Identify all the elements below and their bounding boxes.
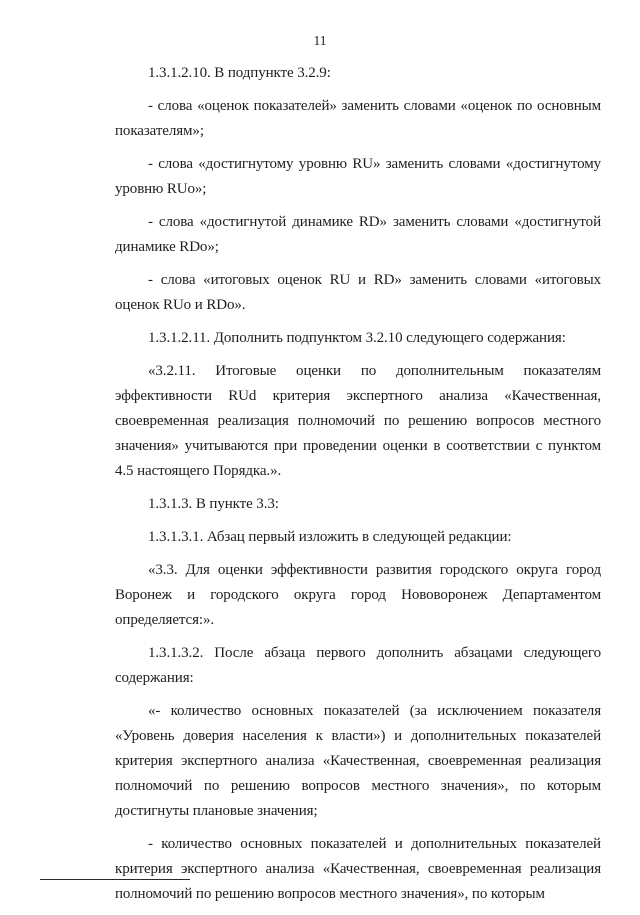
document-body [115,61,601,915]
paragraph-item-count-main-indicators: «- количество основных показателей (за исключением показателя «Уровень доверия населения к власти») и дополнительных показателей критерия экспертного анализа «Качественная, своевременная реализация полномочий по решению вопросов местного значения», по которым достигнуты плановые значения; [115,703,601,819]
paragraph-item-final-scores: - слова «итоговых оценок RU и RD» заменить словами «итоговых оценок RUo и RDo». [115,272,601,313]
paragraph-item-achieved-dynamics: - слова «достигнутой динамике RD» заменить словами «достигнутой динамике RDo»; [115,214,601,255]
paragraph-1-3-1-2-11: 1.3.1.2.11. Дополнить подпунктом 3.2.10 следующего содержания: [148,330,566,346]
paragraph-item-achieved-level: - слова «достигнутому уровню RU» заменить словами «достигнутому уровню RUo»; [115,156,601,197]
paragraph-1-3-1-2-10: 1.3.1.2.10. В подпункте 3.2.9: [148,65,331,81]
paragraph-item-show-main-indicators: - слова «оценок показателей» заменить словами «оценок по основным показателям»; [115,98,601,139]
paragraph-1-3-1-3: 1.3.1.3. В пункте 3.3: [148,496,279,512]
paragraph-quote-3-2-11: «3.2.11. Итоговые оценки по дополнительным показателям эффективности RUd критерия экспертного анализа «Качественная, своевременная реализация полномочий по решению вопросов местного значения» учитываются при проведении оценки в соответствии с пунктом 4.5 настоящего Порядка.». [115,363,601,479]
page-number: 11 [313,33,327,48]
footnote-divider [40,879,190,880]
paragraph-1-3-1-3-2: 1.3.1.3.2. После абзаца первого дополнить абзацами следующего содержания: [115,645,601,686]
paragraph-1-3-1-3-1: 1.3.1.3.1. Абзац первый изложить в следующей редакции: [148,529,512,545]
paragraph-quote-3-3: «3.3. Для оценки эффективности развития городского округа город Воронеж и городского округа город Нововоронеж Департаментом определяется:». [115,562,601,628]
paragraph-item-count-all-indicators: - количество основных показателей и дополнительных показателей критерия экспертного анализа «Качественная, своевременная реализация полномочий по решению вопросов местного значения», по которым [115,836,601,902]
